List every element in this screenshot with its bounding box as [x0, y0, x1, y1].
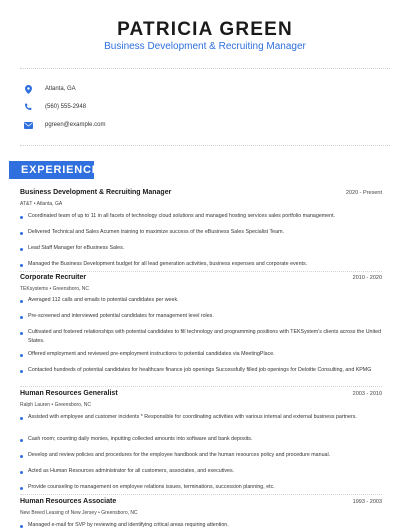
- company-name: New Breed Leasing of New Jersey: [20, 510, 97, 516]
- phone-text: (560) 555-2948: [45, 104, 87, 110]
- job-company-location: Ralph Lauren • Greensboro, NC: [20, 402, 91, 408]
- job-location: Atlanta, GA: [36, 201, 63, 207]
- bullet-dot: [20, 370, 23, 373]
- bullet-text: Offered employment and reviewed pre-employment instructions to potential candidates via MeetingPlace.: [28, 351, 275, 357]
- divider: [20, 68, 390, 69]
- bullet-text: Cultivated and fostered relationships with potential candidates to fill technology and programming positions with TEKSystem's clients across the United States.: [28, 329, 382, 344]
- bullet-item: [20, 485, 382, 492]
- mail-icon: [23, 120, 33, 130]
- job-title: Corporate Recruiter: [20, 274, 87, 281]
- bullet-dot: [20, 232, 23, 235]
- divider: [20, 494, 382, 495]
- job-title-headline: Business Development & Recruiting Manager: [104, 41, 306, 52]
- bullet-dot: [20, 264, 23, 267]
- job-company-location: AT&T • Atlanta, GA: [20, 201, 63, 207]
- job-title: Business Development & Recruiting Manager: [20, 189, 172, 196]
- job-dates: 2010 - 2020: [352, 275, 382, 281]
- bullet-dot: [20, 525, 23, 528]
- job-dates: 2003 - 2010: [352, 391, 382, 397]
- candidate-name: PATRICIA GREEN: [117, 19, 293, 40]
- bullet-item: [20, 214, 382, 221]
- job-location: Greensboro, NC: [52, 286, 89, 292]
- bullet-text: Cash room; counting daily monies, inputting collected amounts into software and bank deposits.: [28, 436, 253, 442]
- bullet-item: [20, 368, 382, 375]
- job-title: Human Resources Associate: [20, 498, 117, 505]
- contact-location: [20, 82, 390, 96]
- job-location: Greensboro, NC: [54, 402, 91, 408]
- bullet-text: Managed e-mail for SVP by reviewing and identifying critical areas requiring attention.: [28, 522, 229, 528]
- bullet-text: Averaged 112 calls and emails to potential candidates per week.: [28, 297, 179, 303]
- bullet-text: Acted as Human Resources administrator for all customers, associates, and executives.: [28, 468, 235, 474]
- bullet-item: [20, 314, 382, 321]
- bullet-text: Assisted with employee and customer incidents * Responsible for coordinating activities with various internal and external business partners.: [28, 414, 357, 420]
- bullet-item: [20, 453, 382, 460]
- bullet-dot: [20, 455, 23, 458]
- bullet-dot: [20, 332, 23, 335]
- job-dates: 2020 - Present: [345, 190, 382, 196]
- bullet-dot: [20, 487, 23, 490]
- bullet-text: Develop and review policies and procedures for the employee handbook and the human resources policy and procedure manual.: [28, 452, 331, 458]
- bullet-item: [20, 246, 382, 253]
- bullet-text: Delivered Technical and Sales Acumen training to maximize success of the eBusiness Sales Specialist Team.: [28, 229, 284, 235]
- bullet-text: Provide counseling to management on employee relations issues, terminations, succession planning, etc.: [28, 484, 275, 490]
- contact-email[interactable]: [20, 118, 390, 132]
- experience-section-heading: EXPERIENCE: [9, 161, 94, 179]
- bullet-item: [20, 437, 382, 444]
- bullet-text: Contacted hundreds of potential candidates for healthcare finance job openings Successfully filled job openings for Deloitte Consulting, and KPMG: [28, 367, 372, 373]
- bullet-text: Managed the Business Development budget for all lead generation activities, business expenses and corporate events.: [28, 261, 308, 267]
- location-text: Atlanta, GA: [45, 86, 76, 92]
- bullet-dot: [20, 439, 23, 442]
- bullet-text: Pre-screened and interviewed potential candidates for management level roles.: [28, 313, 214, 319]
- bullet-item: [20, 415, 382, 422]
- bullet-dot: [20, 417, 23, 420]
- bullet-dot: [20, 354, 23, 357]
- bullet-item: [20, 352, 382, 359]
- job-company-location: New Breed Leasing of New Jersey • Greensboro, NC: [20, 510, 138, 516]
- location-pin-icon: [23, 84, 33, 94]
- bullet-dot: [20, 216, 23, 219]
- bullet-dot: [20, 471, 23, 474]
- bullet-dot: [20, 248, 23, 251]
- job-title: Human Resources Generalist: [20, 390, 118, 397]
- job-company-location: TEKsystems • Greensboro, NC: [20, 286, 89, 292]
- bullet-item: [20, 330, 382, 345]
- job-entry: [20, 390, 382, 409]
- job-entry: [20, 498, 382, 517]
- company-name: AT&T: [20, 201, 33, 207]
- email-link[interactable]: pgreen@example.com: [45, 122, 106, 128]
- job-location: Greensboro, NC: [101, 510, 138, 516]
- divider: [20, 386, 382, 387]
- bullet-text: Lead Staff Manager for eBusiness Sales.: [28, 245, 125, 251]
- company-name: Ralph Lauren: [20, 402, 51, 408]
- phone-icon: [23, 102, 33, 112]
- job-dates: 1993 - 2003: [352, 499, 382, 505]
- job-entry: [20, 189, 382, 208]
- bullet-item: [20, 523, 382, 530]
- bullet-text: Coordinated team of up to 11 in all facets of technology cloud solutions and managed hosting services sales portfolio management.: [28, 213, 336, 219]
- bullet-dot: [20, 300, 23, 303]
- bullet-dot: [20, 316, 23, 319]
- divider: [20, 145, 390, 146]
- contact-phone: [20, 100, 390, 114]
- bullet-item: [20, 262, 382, 269]
- bullet-item: [20, 230, 382, 237]
- job-entry: [20, 274, 382, 293]
- divider: [20, 271, 382, 272]
- bullet-item: [20, 298, 382, 305]
- bullet-item: [20, 469, 382, 476]
- company-name: TEKsystems: [20, 286, 49, 292]
